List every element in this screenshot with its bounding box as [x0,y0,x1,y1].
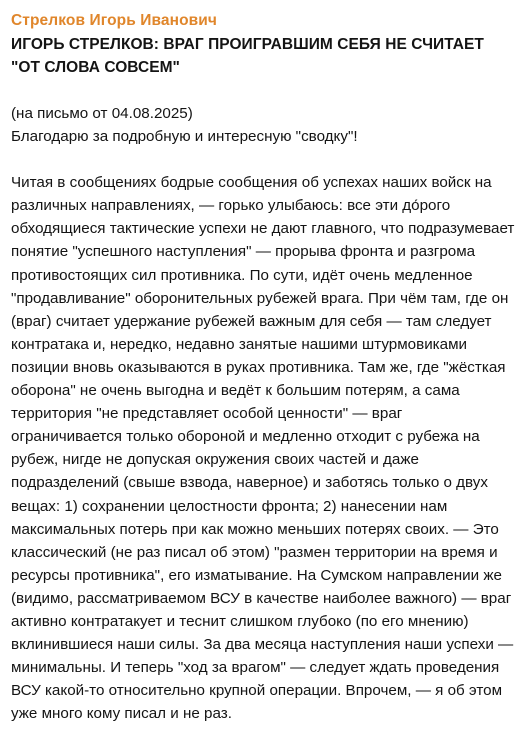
post-author[interactable]: Стрелков Игорь Иванович [11,12,218,29]
thanks-line: Благодарю за подробную и интересную "сводку"! [11,128,358,146]
spacer [11,79,515,102]
spacer [11,148,515,171]
post-body: Читая в сообщениях бодрые сообщения об успехах наших войск на различных направлениях, — горько улыбаюсь: все эти до́рого обходящиеся тактические успехи не дают главного, что подразумевает понятие "успешного наступления" — прорыва фронта и разгрома противостоящих сил противника. По сути, идёт очень медленное "продавливание" оборонительных рубежей врага. При чём там, где он (враг) считает удержание рубежей важным для себя — там следует контратака и, нередко, недавно занятые нашими штурмовиками позиции вновь оказываются в руках противника. Там же, где "жёсткая оборона" не очень выгодна и ведёт к большим потерям, а сама территория "не представляет особой ценности" — враг ограничивается только обороной и медленно отходит с рубежа на рубеж, нигде не допуская окружения своих частей и даже подразделений (свыше взвода, наверное) и заботясь только о двух вещах: 1) сохранении целостности фронта; 2) нанесении нам максимальных потерь при как можно меньших потерях своих. — Это классический (не раз писал об этом) "размен территории на время и ресурсы противника", его изматывание. На Сумском направлении же (видимо, рассматриваемом ВСУ в качестве наиболее важного) — враг активно контратакует и теснит слишком глубоко (по его мнению) вклинившиеся наши силы. За два месяца наступления наши успехи — минимальны. И теперь "ход за врагом" — следует ждать проведения ВСУ какой-то относительно крупной операции. Впрочем, — я об этом уже много кому писал и не раз. [11,174,515,723]
post-title: ИГОРЬ СТРЕЛКОВ: ВРАГ ПРОИГРАВШИМ СЕБЯ НЕ СЧИТАЕТ "ОТ СЛОВА СОВСЕМ" [11,36,484,76]
letter-reference: (на письмо от 04.08.2025) [11,105,193,122]
